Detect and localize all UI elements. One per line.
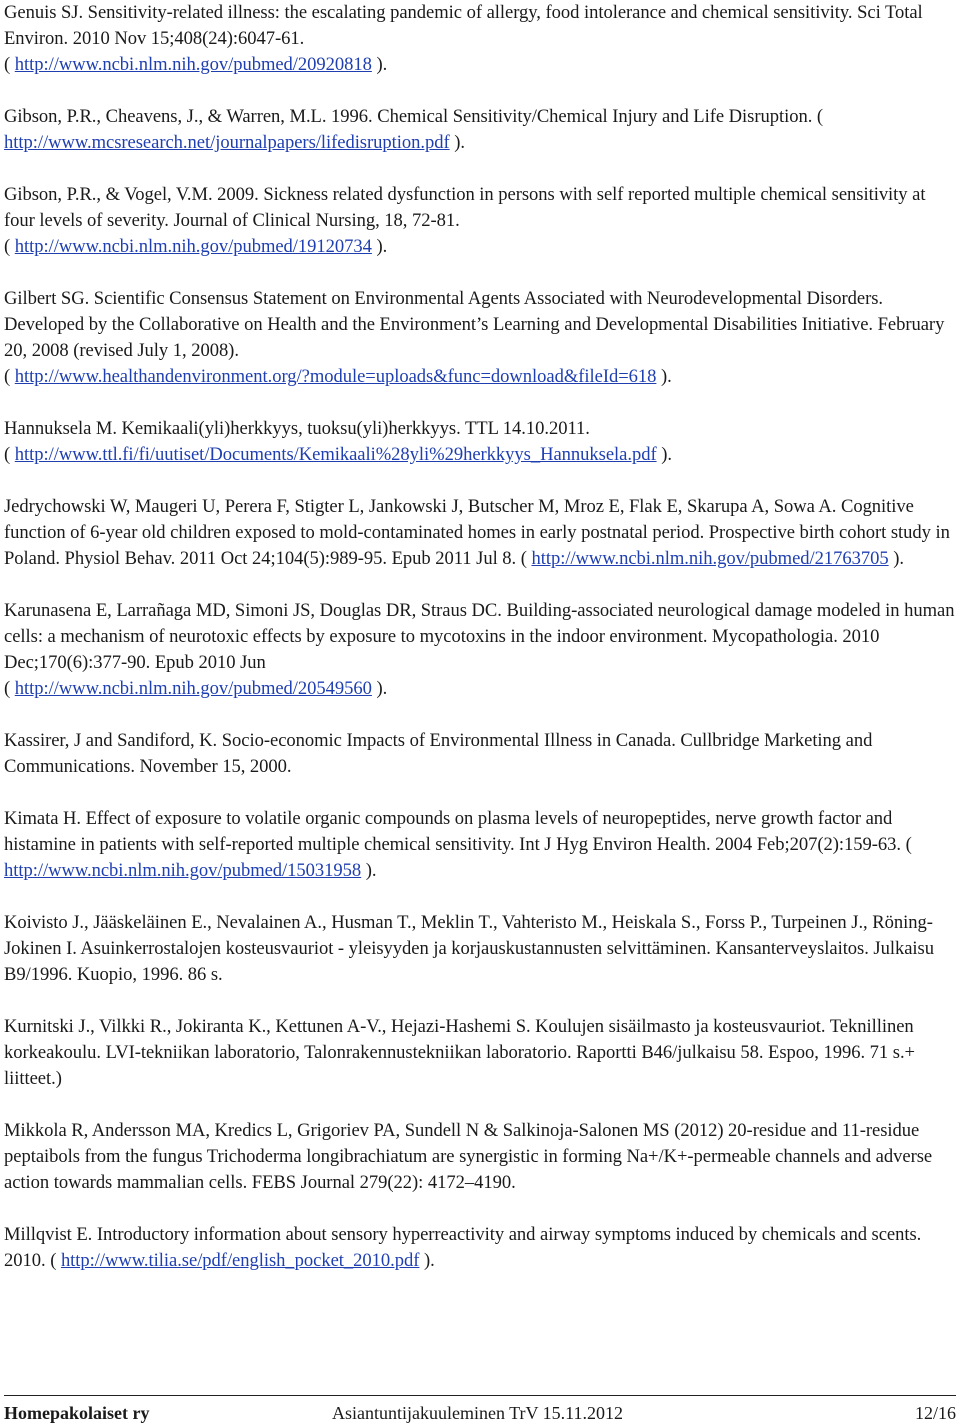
footer-document-title: Asiantuntijakuuleminen TrV 15.11.2012 [332, 1403, 624, 1423]
reference-text: Kurnitski J., Vilkki R., Jokiranta K., Kettunen A-V., Hejazi-Hashemi S. Koulujen sisäilmasto ja kosteusvauriot. Teknillinen korkeakoulu. LVI-tekniikan laboratorio, Talonrakennustekniikan laboratorio. Raportti B46/julkaisu 58. Espoo, 1996. 71 s.+ liitteet.) [4, 1016, 915, 1089]
reference-koivisto [4, 910, 956, 988]
reference-kimata: Kimata H. Effect of exposure to volatile organic compounds on plasma levels of neuropeptides, nerve growth factor and histamine in patients with self-reported multiple chemical sensitivity. Int J Hyg Environ Health. 2004 Feb;207(2):159-63. ( http://www.ncbi.nlm.nih.gov/pubmed/15031958 ). [4, 808, 912, 881]
reference-link[interactable]: http://www.mcsresearch.net/journalpapers/lifedisruption.pdf [4, 132, 450, 153]
reference-text: Kimata H. Effect of exposure to volatile organic compounds on plasma levels of neuropeptides, nerve growth factor and histamine in patients with self-reported multiple chemical sensitivity. Int J Hyg Environ Health. 2004 Feb;207(2):159-63. [4, 808, 901, 855]
footer-divider [4, 1395, 956, 1396]
reference-gibson-2009: Gibson, P.R., & Vogel, V.M. 2009. Sickness related dysfunction in persons with self reported multiple chemical sensitivity at four levels of severity. Journal of Clinical Nursing, 18, 72-81. ( http://www.ncbi.nlm.nih.gov/pubmed/19120734 ). [4, 184, 926, 257]
reference-text: Gibson, P.R., Cheavens, J., & Warren, M.L. 1996. Chemical Sensitivity/Chemical Injury and Life Disruption. [4, 106, 813, 127]
reference-link[interactable]: http://www.ncbi.nlm.nih.gov/pubmed/15031958 [4, 860, 362, 881]
reference-gilbert: Gilbert SG. Scientific Consensus Statement on Environmental Agents Associated with Neurodevelopmental Disorders. Developed by the Collaborative on Health and the Environment’s Learning and Developmental Disabilities Initiative. February 20, 2008 (revised July 1, 2008). ( http://www.healthandenvironment.org/?module=uploads&func=download&fileId=618 ). [4, 288, 945, 387]
reference-genuis: Genuis SJ. Sensitivity-related illness: the escalating pandemic of allergy, food intolerance and chemical sensitivity. Sci Total Environ. 2010 Nov 15;408(24):6047-61. ( http://www.ncbi.nlm.nih.gov/pubmed/20920818 ). [4, 2, 923, 75]
reference-karunasena: Karunasena E, Larrañaga MD, Simoni JS, Douglas DR, Straus DC. Building-associated neurological damage modeled in human cells: a mechanism of neurotoxic effects by exposure to mycotoxins in the indoor environment. Mycopathologia. 2010 Dec;170(6):377-90. Epub 2010 Jun ( http://www.ncbi.nlm.nih.gov/pubmed/20549560 ). [4, 600, 955, 699]
reference-kassirer [4, 728, 956, 780]
reference-text: Karunasena E, Larrañaga MD, Simoni JS, Douglas DR, Straus DC. Building-associated neurological damage modeled in human cells: a mechanism of neurotoxic effects by exposure to mycotoxins in the indoor environment. Mycopathologia. 2010 Dec;170(6):377-90. Epub 2010 Jun [4, 600, 955, 673]
reference-text: Jedrychowski W, Maugeri U, Perera F, Stigter L, Jankowski J, Butscher M, Mroz E, Flak E, Skarupa A, Sowa A. Cognitive function of 6-year old children exposed to mold-contaminated homes in early postnatal period. Prospective birth cohort study in Poland. Physiol Behav. 2011 Oct 24;104(5):989-95. Epub 2011 Jul 8. [4, 496, 950, 569]
reference-link[interactable]: http://www.tilia.se/pdf/english_pocket_2010.pdf [60, 1250, 420, 1271]
reference-kurnitski [4, 1014, 956, 1092]
reference-text: Gibson, P.R., & Vogel, V.M. 2009. Sickness related dysfunction in persons with self reported multiple chemical sensitivity at four levels of severity. Journal of Clinical Nursing, 18, 72-81. [4, 184, 926, 231]
reference-link[interactable]: http://www.ncbi.nlm.nih.gov/pubmed/21763705 [531, 548, 889, 569]
reference-link[interactable]: http://www.ttl.fi/fi/uutiset/Documents/Kemikaali%28yli%29herkkyys_Hannuksela.pdf [14, 444, 657, 465]
reference-link[interactable]: http://www.ncbi.nlm.nih.gov/pubmed/20920818 [14, 54, 372, 75]
reference-link[interactable]: http://www.ncbi.nlm.nih.gov/pubmed/19120734 [14, 236, 372, 257]
page-number: 12/16 [914, 1403, 956, 1423]
reference-millqvist: Millqvist E. Introductory information about sensory hyperreactivity and airway symptoms induced by chemicals and scents. 2010. ( http://www.tilia.se/pdf/english_pocket_2010.pdf ). [4, 1224, 922, 1271]
reference-text: Mikkola R, Andersson MA, Kredics L, Grigoriev PA, Sundell N & Salkinoja-Salonen MS (2012) 20-residue and 11-residue peptaibols from the fungus Trichoderma longibrachiatum are synergistic in forming Na+/K+-permeable channels and adverse action towards mammalian cells. FEBS Journal 279(22): 4172–4190. [4, 1120, 933, 1193]
reference-link[interactable]: http://www.healthandenvironment.org/?module=uploads&func=download&fileId=618 [14, 366, 657, 387]
reference-jedrychowski: Jedrychowski W, Maugeri U, Perera F, Stigter L, Jankowski J, Butscher M, Mroz E, Flak E, Skarupa A, Sowa A. Cognitive function of 6-year old children exposed to mold-contaminated homes in early postnatal period. Prospective birth cohort study in Poland. Physiol Behav. 2011 Oct 24;104(5):989-95. Epub 2011 Jul 8. ( http://www.ncbi.nlm.nih.gov/pubmed/21763705 ). [4, 496, 950, 569]
reference-text: Genuis SJ. Sensitivity-related illness: the escalating pandemic of allergy, food intolerance and chemical sensitivity. Sci Total Environ. 2010 Nov 15;408(24):6047-61. [4, 2, 923, 49]
reference-text: Koivisto J., Jääskeläinen E., Nevalainen A., Husman T., Meklin T., Vahteristo M., Heiskala S., Forss P., Turpeinen J., Röning-Jokinen I. Asuinkerrostalojen kosteusvauriot - yleisyyden ja korjauskustannusten selvittäminen. Kansanterveyslaitos. Julkaisu B9/1996. Kuopio, 1996. 86 s. [4, 912, 934, 985]
footer-organization: Homepakolaiset ry [4, 1403, 150, 1423]
reference-text: Hannuksela M. Kemikaali(yli)herkkyys, tuoksu(yli)herkkyys. TTL 14.10.2011. [4, 418, 590, 439]
page-footer [4, 1402, 956, 1426]
reference-link[interactable]: http://www.ncbi.nlm.nih.gov/pubmed/20549560 [14, 678, 372, 699]
reference-text: Millqvist E. Introductory information about sensory hyperreactivity and airway symptoms induced by chemicals and scents. 2010. [4, 1224, 922, 1271]
reference-gibson-1996: Gibson, P.R., Cheavens, J., & Warren, M.L. 1996. Chemical Sensitivity/Chemical Injury and Life Disruption. ( http://www.mcsresearch.net/journalpapers/lifedisruption.pdf ). [4, 106, 824, 153]
reference-text: Kassirer, J and Sandiford, K. Socio-economic Impacts of Environmental Illness in Canada. Cullbridge Marketing and Communications. November 15, 2000. [4, 730, 873, 777]
reference-mikkola [4, 1118, 956, 1196]
reference-text: Gilbert SG. Scientific Consensus Statement on Environmental Agents Associated with Neurodevelopmental Disorders. Developed by the Collaborative on Health and the Environment’s Learning and Developmental Disabilities Initiative. February 20, 2008 (revised July 1, 2008). [4, 288, 945, 361]
reference-hannuksela: Hannuksela M. Kemikaali(yli)herkkyys, tuoksu(yli)herkkyys. TTL 14.10.2011. ( http://www.ttl.fi/fi/uutiset/Documents/Kemikaali%28yli%29herkkyys_Hannuksela.pdf ). [4, 418, 672, 465]
reference-list [4, 0, 956, 1300]
